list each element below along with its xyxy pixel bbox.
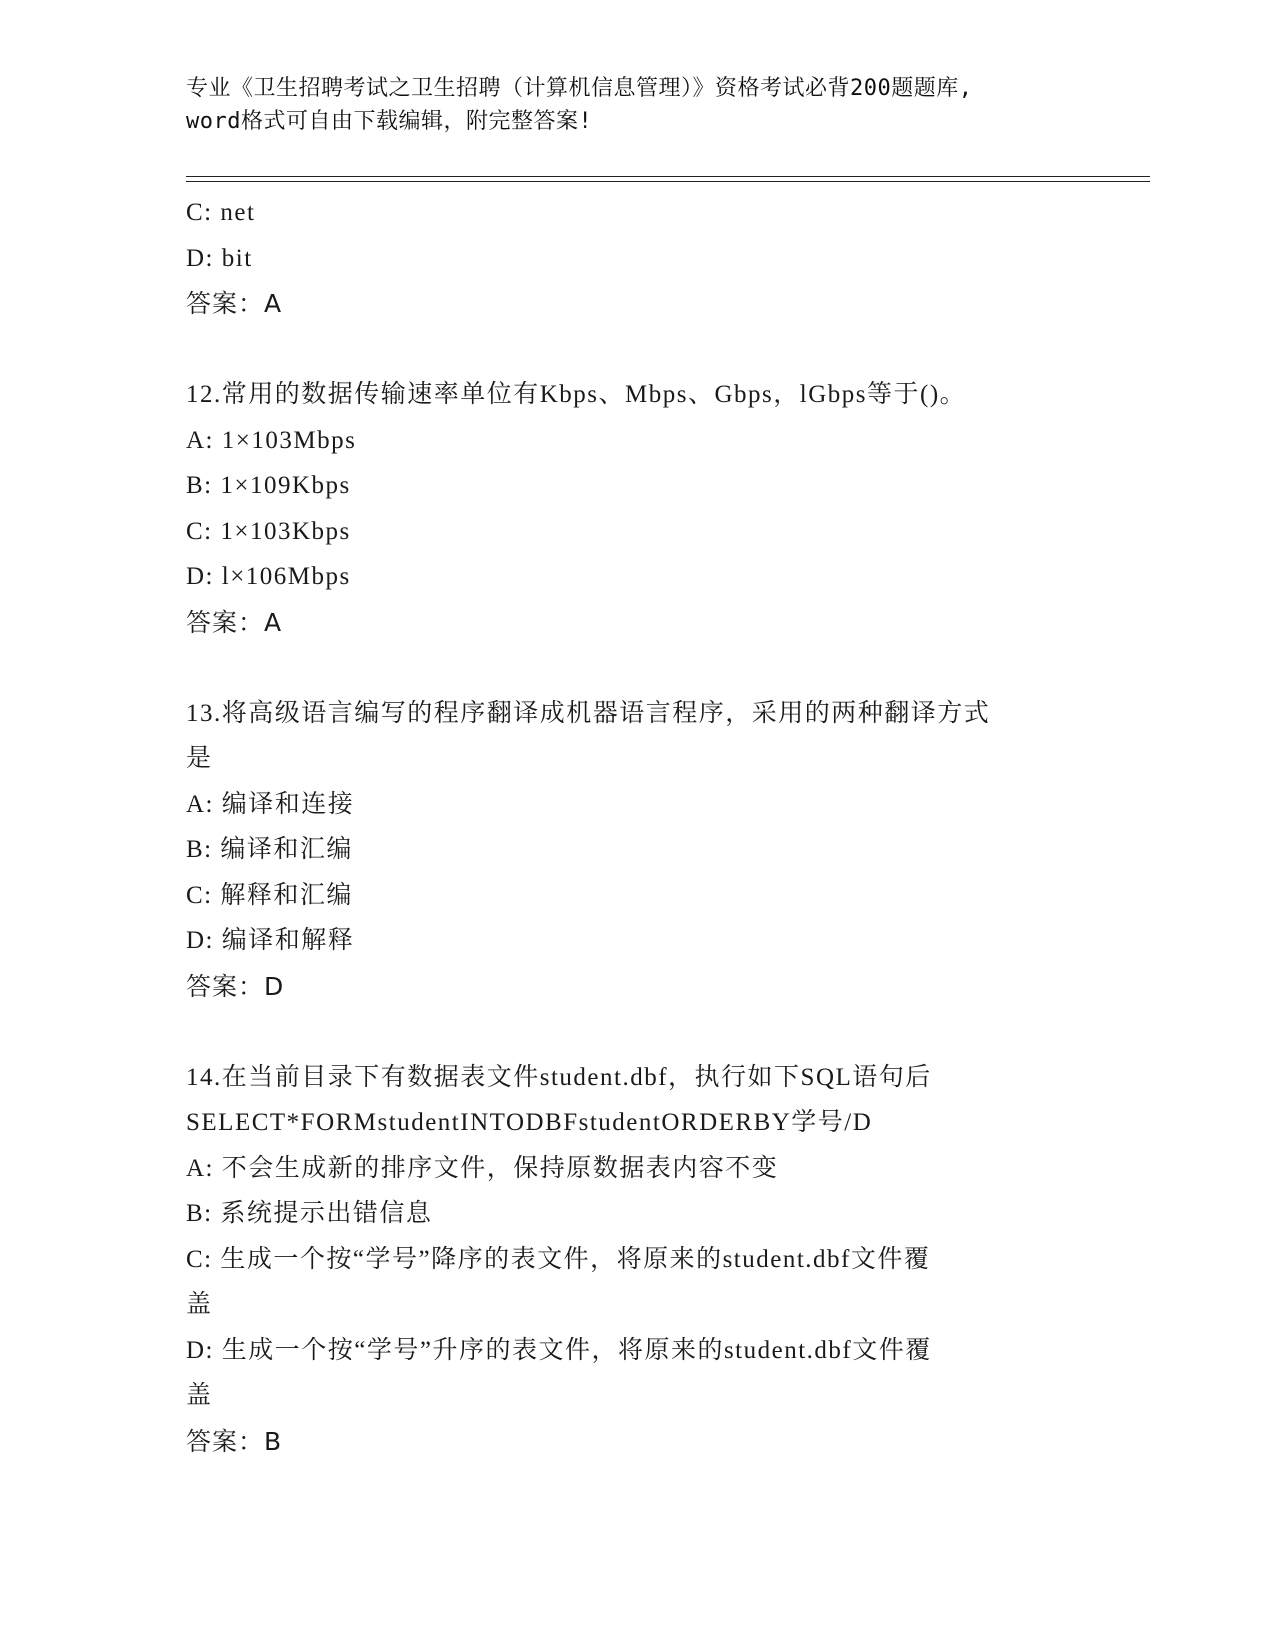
option-d-continued: 盖	[186, 1382, 213, 1409]
answer-label: 答案：A	[186, 289, 283, 318]
question-12	[186, 372, 1086, 645]
header-divider-bottom	[186, 181, 1150, 182]
option-d: D: 生成一个按“学号”升序的表文件，将原来的student.dbf文件覆	[186, 1336, 932, 1364]
option-b: B: 系统提示出错信息	[186, 1200, 433, 1227]
spacer	[186, 645, 1086, 691]
option-b: B: 编译和汇编	[186, 836, 353, 863]
question-11	[186, 190, 1086, 327]
option-a: A: 1×103Mbps	[186, 426, 357, 454]
question-text: 13.将高级语言编写的程序翻译成机器语言程序，采用的两种翻译方式	[186, 699, 991, 727]
option-d: D: 编译和解释	[186, 927, 355, 954]
question-13	[186, 691, 1086, 1010]
option-b: B: 1×109Kbps	[186, 472, 351, 499]
option-c: C: 解释和汇编	[186, 881, 353, 909]
question-content	[186, 190, 1086, 1464]
option-d: D: l×106Mbps	[186, 563, 351, 590]
question-text: 12.常用的数据传输速率单位有Kbps、Mbps、Gbps，lGbps等于()。	[186, 381, 967, 408]
question-text-continued: 是	[186, 745, 213, 772]
header-title-line2: word格式可自由下载编辑，附完整答案!	[186, 109, 593, 134]
spacer	[186, 1009, 1086, 1055]
option-a: A: 编译和连接	[186, 790, 355, 818]
option-c: C: net	[186, 199, 256, 226]
document-header	[186, 72, 1086, 138]
question-14	[186, 1055, 1086, 1465]
option-d: D: bit	[186, 244, 253, 272]
answer-label: 答案：D	[186, 971, 285, 1001]
question-text: 14.在当前目录下有数据表文件student.dbf，执行如下SQL语句后	[186, 1063, 932, 1091]
question-text-continued: SELECT*FORMstudentINTODBFstudentORDERBY学号/D	[186, 1109, 873, 1136]
option-c: C: 1×103Kbps	[186, 517, 351, 545]
spacer	[186, 327, 1086, 373]
header-divider-top	[186, 176, 1150, 177]
option-c-continued: 盖	[186, 1291, 213, 1318]
option-c: C: 生成一个按“学号”降序的表文件，将原来的student.dbf文件覆	[186, 1245, 931, 1273]
answer-label: 答案：A	[186, 607, 283, 637]
answer-label: 答案：B	[186, 1426, 283, 1456]
header-title-line1: 专业《卫生招聘考试之卫生招聘（计算机信息管理）》资格考试必背200题题库,	[186, 76, 973, 101]
option-a: A: 不会生成新的排序文件，保持原数据表内容不变	[186, 1154, 779, 1182]
